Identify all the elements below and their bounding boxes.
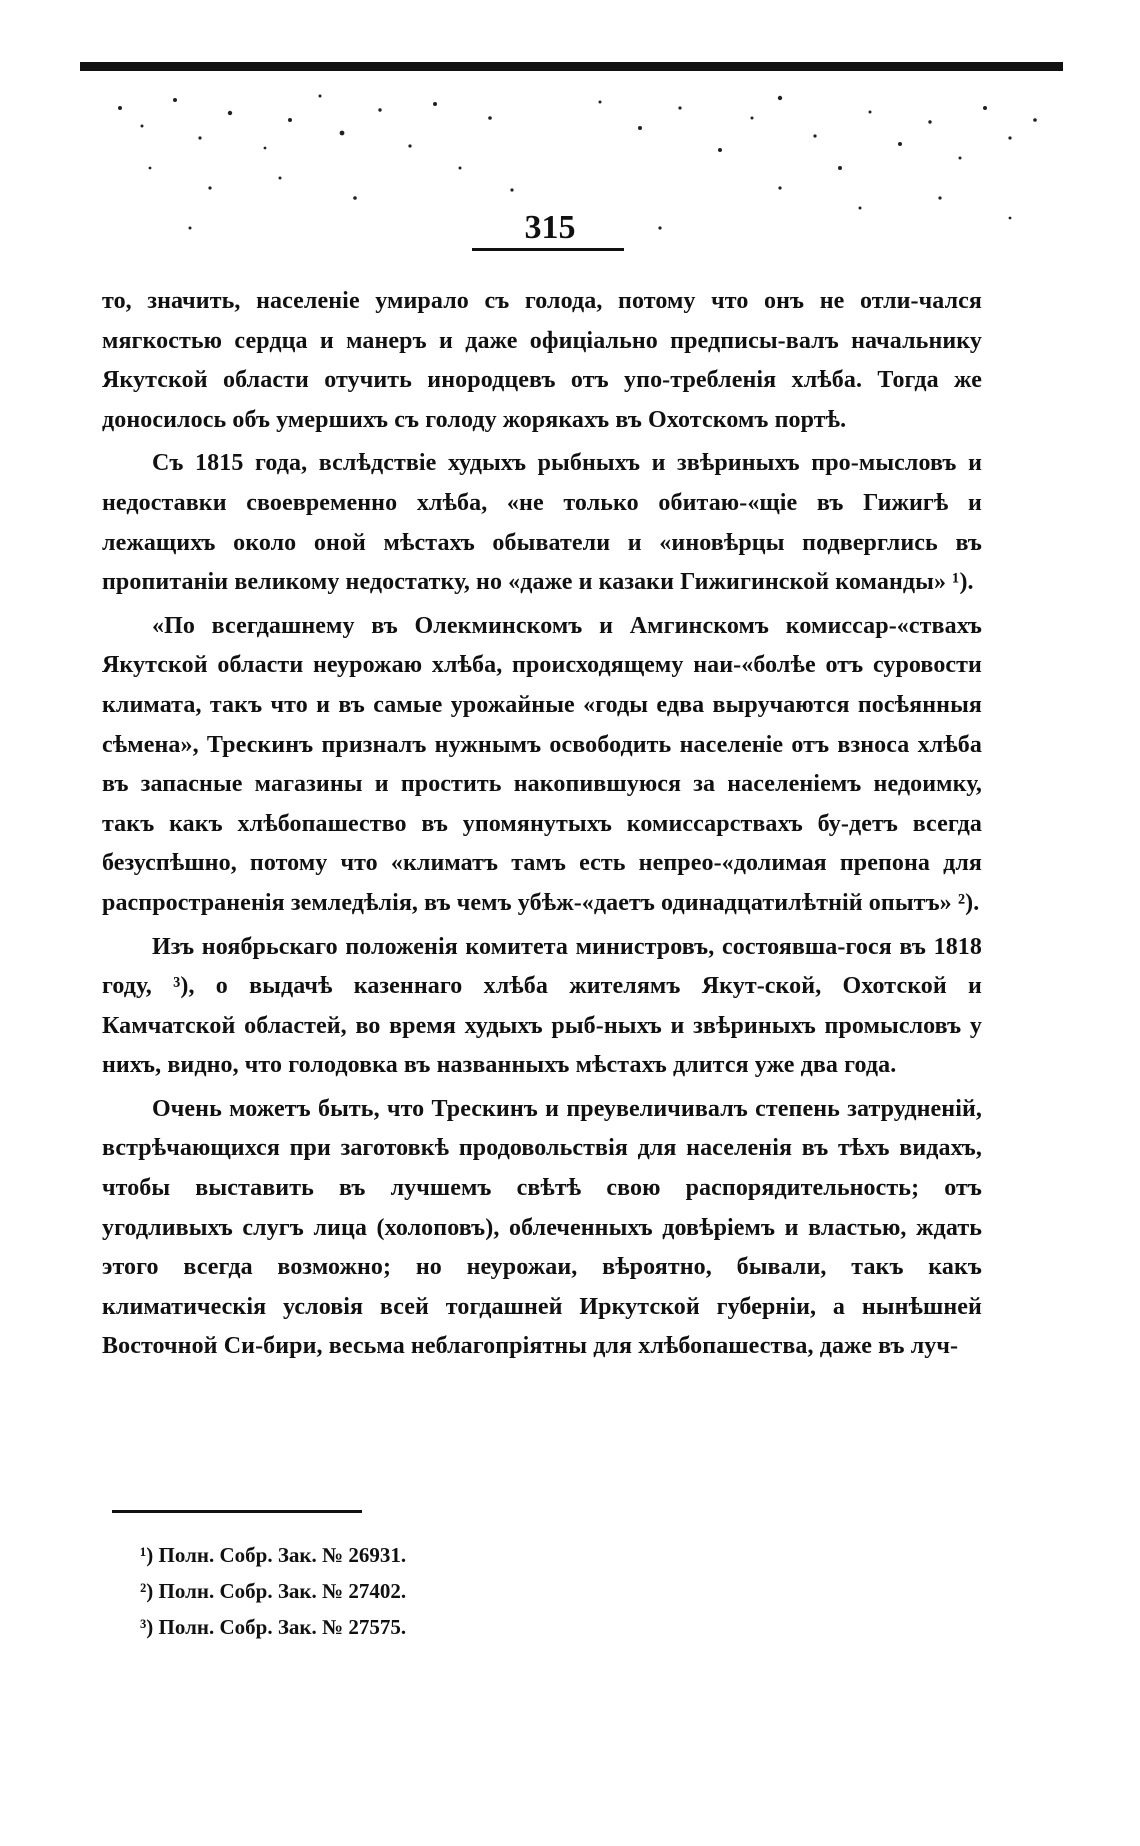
- paragraph: Съ 1815 года, вслѣдствіе худыхъ рыбныхъ и звѣриныхъ про-мысловъ и недоставки своевременно хлѣба, «не только обитаю-«щіе въ Гижигѣ и лежащихъ около оной мѣстахъ обыватели и «иновѣрцы подверглись въ пропитаніи великому недостатку, но «даже и казаки Гижигинской команды» ¹).: [102, 450, 982, 596]
- paragraph: Изъ ноябрьскаго положенія комитета министровъ, состоявша-гося въ 1818 году, ³), о выдачѣ казеннаго хлѣба жителямъ Якут-ской, Охотской и Камчатской областей, во время худыхъ рыб-ныхъ и звѣриныхъ промысловъ у нихъ, видно, что голодовка въ названныхъ мѣстахъ длится уже два года.: [102, 933, 982, 1079]
- paragraph: «По всегдашнему въ Олекминскомъ и Амгинскомъ комиссар-«ствахъ Якутской области неурожаю хлѣба, происходящему наи-«болѣе отъ суровости климата, такъ что и въ самые урожайные «годы едва выручаются посѣянныя сѣмена», Трескинъ призналъ нужнымъ освободить населеніе отъ взноса хлѣба въ запасные магазины и простить накопившуюся за населеніемъ недоимку, такъ какъ хлѣбопашество въ упомянутыхъ комиссарствахъ бу-детъ всегда безуспѣшно, потому что «климатъ тамъ есть непрео-«долимая препона для распространенія земледѣлія, въ чемъ убѣж-«даетъ одинадцатилѣтній опытъ» ²).: [102, 612, 982, 916]
- page-number-underline: [472, 248, 624, 251]
- paragraph: то, значить, населеніе умирало съ голода, потому что онъ не отли-чался мягкостью сердца и манеръ и даже офиціально предписы-валъ начальнику Якутской области отучить инородцевъ отъ упо-требленія хлѣба. Тогда же доносилось объ умершихъ съ голоду жорякахъ въ Охотскомъ портѣ.: [102, 288, 982, 433]
- top-rule: [80, 62, 1063, 71]
- paragraph: Очень можетъ быть, что Трескинъ и преувеличивалъ степень затрудненій, встрѣчающихся при заготовкѣ продовольствія для населенія въ тѣхъ видахъ, чтобы выставить въ лучшемъ свѣтѣ свою распорядительность; отъ угодливыхъ слугъ лица (холоповъ), облеченныхъ довѣріемъ и властью, ждать этого всегда возможно; но неурожаи, вѣроятно, бывали, такъ какъ климатическія условія всей тогдашней Иркутской губерніи, а нынѣшней Восточной Си-бири, весьма неблагопріятны для хлѣбопашества, даже въ луч-: [102, 1095, 982, 1360]
- footnote: ³) Полн. Собр. Зак. № 27575.: [140, 1615, 407, 1639]
- footnotes: [140, 1537, 640, 1645]
- body-text: [102, 282, 982, 1367]
- page-number: 315: [524, 209, 576, 246]
- footnote: ²) Полн. Собр. Зак. № 27402.: [140, 1579, 407, 1603]
- footnote-separator: [112, 1510, 362, 1513]
- footnote: ¹) Полн. Собр. Зак. № 26931.: [140, 1543, 407, 1567]
